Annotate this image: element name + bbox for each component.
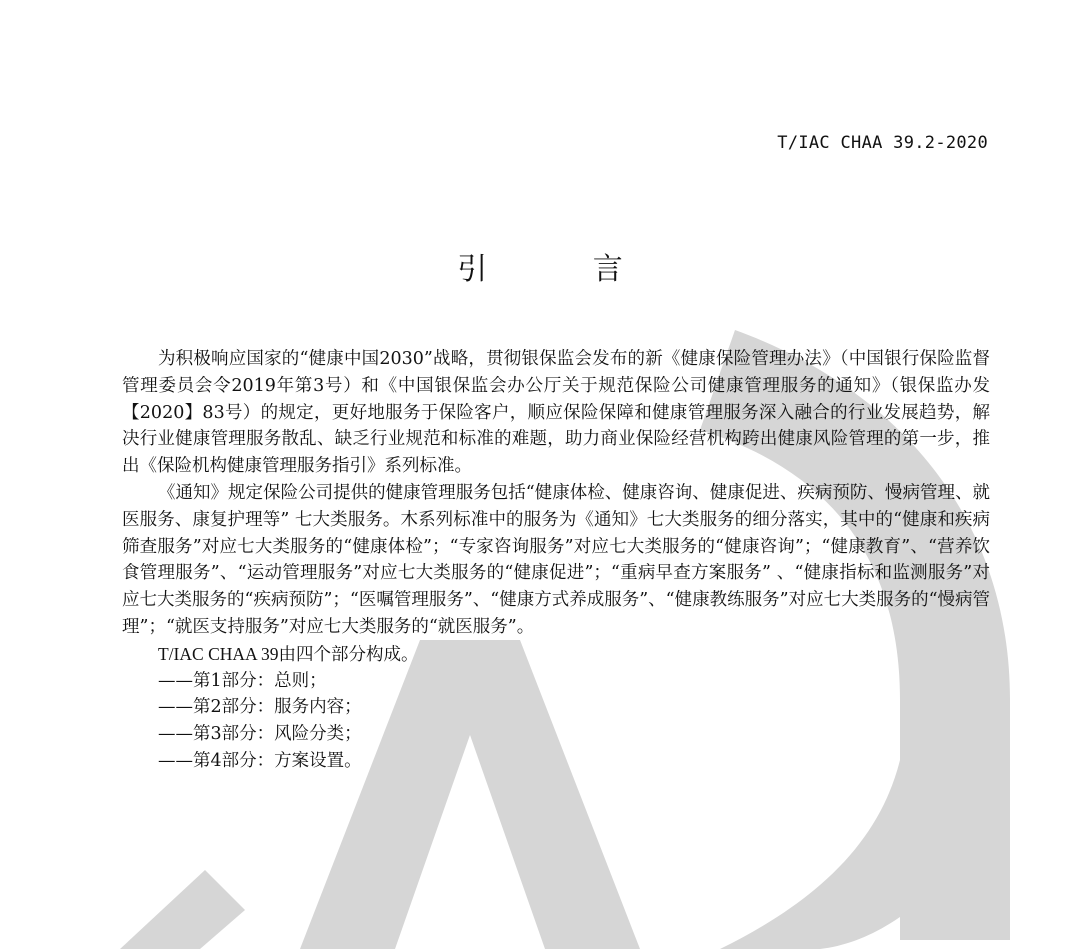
standard-code: T/IAC CHAA 39.2-2020 — [777, 133, 988, 153]
list-item: ——第1部分：总则； — [158, 670, 327, 691]
page-title: 引 言 — [457, 252, 671, 287]
parts-intro: T/IAC CHAA 39由四个部分构成。 — [158, 643, 419, 664]
paragraph-notice: 《通知》规定保险公司提供的健康管理服务包括“健康体检、健康咨询、健康促进、疾病预防、慢病管理、就医服务、康复护理等” 七大类服务。木系列标准中的服务为《通知》七大类服务的细分落实，其中的“健康和疾病筛查服务”对应七大类服务的“健康体检”；“专家咨询服务”对应七大类服务的“健康咨询”；“健康教育”、“营养饮食管理服务”、“运动管理服务”对应七大类服务的“健康促进”；“重病早查方案服务” 、“健康指标和监测服务”对应七大类服务的“疾病预防”；“医嘱管理服务”、“健康方式养成服务”、“健康教练服务”对应七大类服务的“慢病管理”；“就医支持服务”对应七大类服务的“就医服务”。 — [122, 482, 991, 637]
watermark-i-shape — [120, 870, 245, 949]
list-item: ——第3部分：风险分类； — [158, 724, 362, 745]
list-item: ——第4部分：方案设置。 — [158, 750, 362, 771]
list-item: ——第2部分：服务内容； — [158, 697, 362, 718]
paragraph-intro: 为积极响应国家的“健康中国2030”战略，贯彻银保监会发布的新《健康保险管理办法》（中国银行保险监督管理委员会令2019年第3号）和《中国银保监会办公厅关于规范保险公司健康管理服务的通知》（银保监办发【2020】83号）的规定，更好地服务于保险客户，顺应保险保障和健康管理服务深入融合的行业发展趋势，解决行业健康管理服务散乱、缺乏行业规范和标准的难题，助力商业保险经营机构跨出健康风险管理的第一步，推出《保险机构健康管理服务指引》系列标准。 — [122, 349, 990, 477]
document-body — [122, 346, 990, 775]
